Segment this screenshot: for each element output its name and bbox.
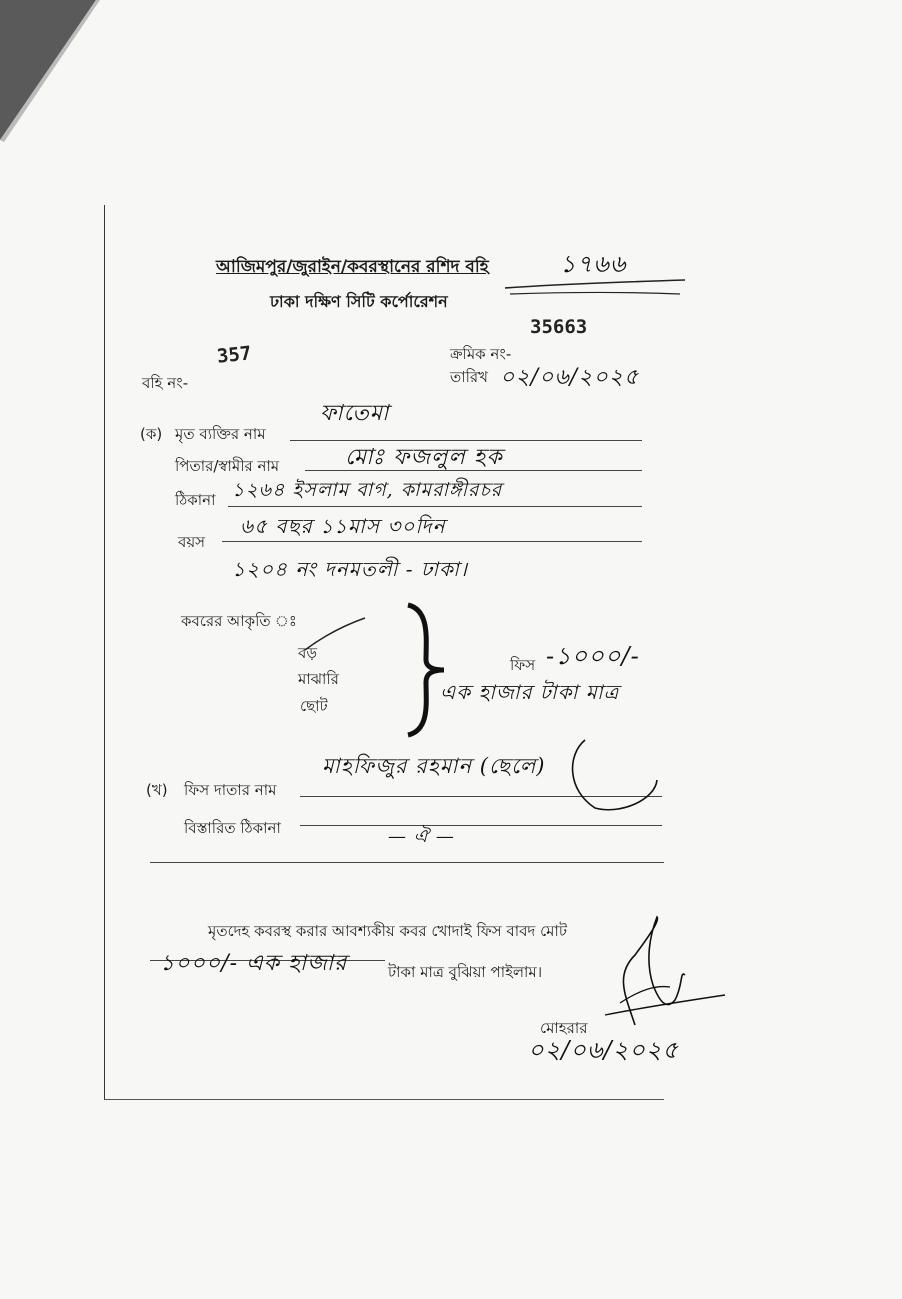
title-underline-strokes <box>500 262 690 302</box>
father-name-label: পিতার/স্বামীর নাম <box>175 457 280 475</box>
serial-stamp: 35663 <box>530 316 588 338</box>
grave-size-small: ছোট <box>300 697 328 715</box>
payer-address-line <box>300 825 662 826</box>
date-label: তারিখ <box>450 368 488 386</box>
payer-circle-stroke <box>565 730 665 820</box>
corporation-subtitle: ঢাকা দক্ষিণ সিটি কর্পোরেশন <box>270 292 448 311</box>
fee-in-words: এক হাজার টাকা মাত্র <box>440 680 620 704</box>
father-name-value: মোঃ ফজলুল হক <box>345 445 503 470</box>
age-value: ৬৫ বছর ১১মাস ৩০দিন <box>240 514 446 538</box>
address-value: ১২৬৪ ইসলাম বাগ, কামরাঙ্গীরচর <box>232 479 503 501</box>
deceased-name-value: ফাতেমা <box>320 401 390 426</box>
receipt-title: আজিমপুর/জুরাইন/কবরস্থানের রশিদ বহি <box>216 257 489 277</box>
payer-name-value: মাহফিজুর রহমান (ছেলে) <box>322 754 546 778</box>
amount-in-words: ১০০০/- এক হাজার <box>160 951 348 976</box>
signer-label: মোহরার <box>540 1019 588 1037</box>
grave-brace <box>400 600 450 740</box>
deceased-name-label: মৃত ব্যক্তির নাম <box>175 425 266 443</box>
sign-date: ০২/০৬/২০২৫ <box>528 1036 679 1064</box>
blank-line <box>150 862 664 863</box>
serial-label: ক্রমিক নং- <box>450 345 512 363</box>
received-text: টাকা মাত্র বুঝিয়া পাইলাম। <box>388 963 543 981</box>
book-stamp: 357 <box>215 342 253 368</box>
grave-size-medium: মাঝারি <box>298 670 339 688</box>
corner-shadow-shape <box>0 0 110 150</box>
grave-size-label: কবরের আকৃতি ঃ <box>181 612 297 630</box>
left-margin-rule <box>104 205 105 1100</box>
bottom-margin-rule <box>104 1099 664 1100</box>
section-kha-prefix: (খ) <box>146 781 168 799</box>
age-label: বয়স <box>178 533 206 551</box>
extra-address-line: ১২০৪ নং দনমতলী - ঢাকা। <box>232 557 468 581</box>
payer-name-label: ফিস দাতার নাম <box>184 781 277 799</box>
title-book-number: ১৭৬৬ <box>560 250 627 278</box>
date-value: ০২/০৬/২০২৫ <box>500 365 640 390</box>
signature-mark <box>595 915 730 1035</box>
fee-value: -১০০০/- <box>546 642 640 670</box>
scan-corner-shadow <box>0 0 110 150</box>
payer-address-value: — ঐ — <box>388 826 455 847</box>
payer-address-label: বিস্তারিত ঠিকানা <box>184 819 281 837</box>
section-ka-prefix: (ক) <box>140 425 163 443</box>
grave-size-large: বড় <box>298 644 318 662</box>
book-no-label: বহি নং- <box>142 374 189 392</box>
footer-statement: মৃতদেহ কবরস্থ করার আবশ্যকীয় কবর খোদাই ফিস বাবদ মোট <box>208 922 568 940</box>
address-label: ঠিকানা <box>175 491 216 509</box>
fee-label: ফিস <box>510 656 536 674</box>
